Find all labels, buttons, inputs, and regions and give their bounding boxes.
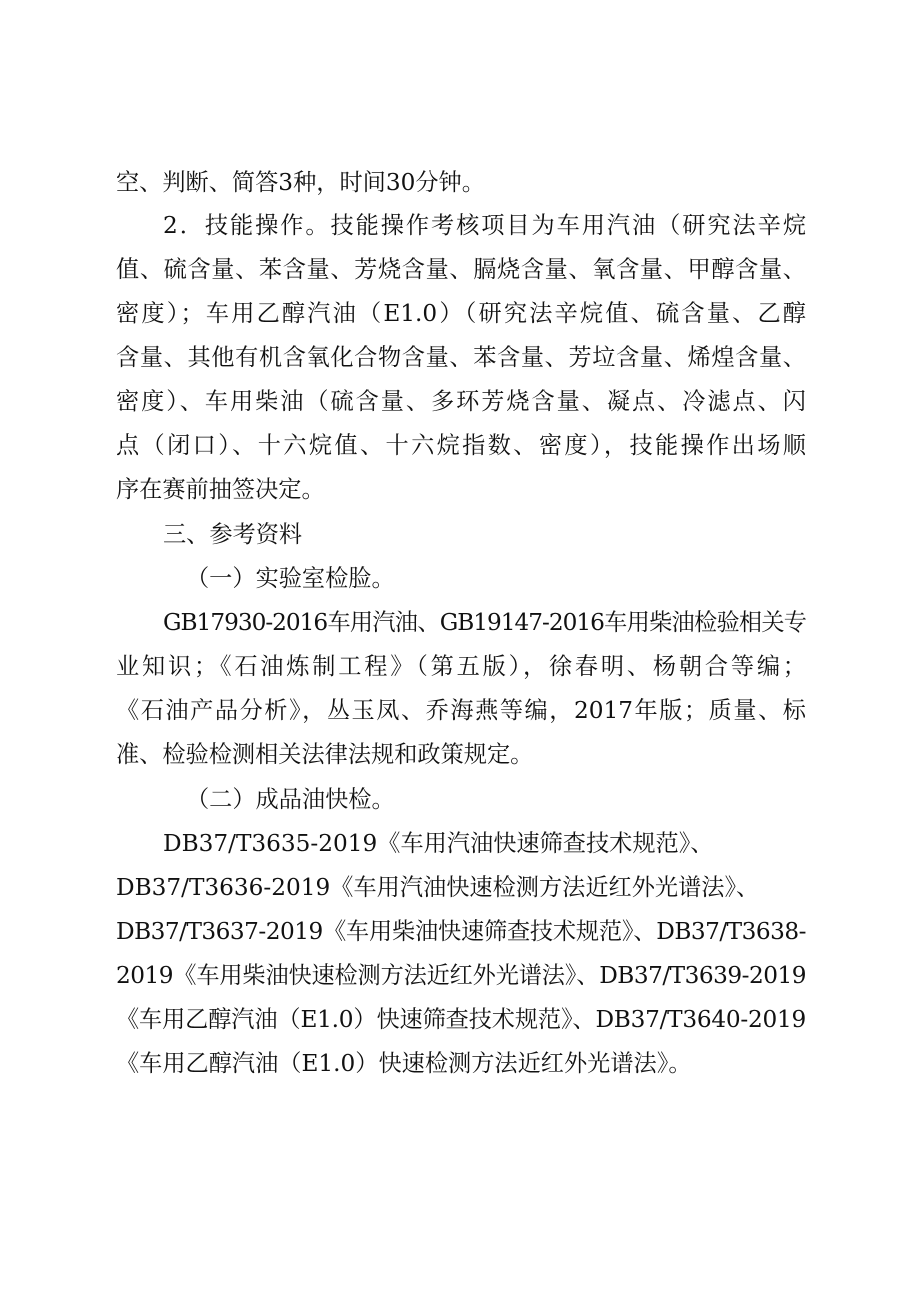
- paragraph-standards-line: 《车用乙醇汽油（E1.0）快速检测方法近红外光谱法》。: [116, 1050, 692, 1077]
- paragraph-skill-operation-line: 密度）、车用柴油（硫含量、多环芳烧含量、凝点、冷滤点、闪: [116, 388, 806, 415]
- paragraph-lab-references-line: GB17930-2016车用汽油、GB19147-2016车用柴油检验相关专: [163, 609, 806, 636]
- paragraph-skill-operation-line: 含量、其他有机含氧化合物含量、苯含量、芳垃含量、烯煌含量、: [116, 344, 806, 371]
- paragraph-lab-references-line: 准、检验检测相关法律法规和政策规定。: [116, 741, 534, 768]
- paragraph-skill-operation-line: 2．技能操作。技能操作考核项目为车用汽油（研究法辛烷: [163, 212, 806, 239]
- paragraph-skill-operation-line: 点（闭口）、十六烷值、十六烷指数、密度），技能操作出场顺: [116, 432, 806, 459]
- paragraph-standards-line: 《车用乙醇汽油（E1.0）快速筛查技术规范》、DB37/T3640-2019: [116, 1006, 806, 1033]
- paragraph-standards-line: DB37/T3637-2019《车用柴油快速筛查技术规范》、DB37/T3638-: [116, 918, 806, 945]
- paragraph-lab-references-line: 《石油产品分析》，丛玉凤、乔海燕等编，2017年版；质量、标: [116, 697, 806, 724]
- paragraph-exam-format-line: 空、判断、简答3种，时间30分钟。: [116, 169, 485, 196]
- paragraph-standards-line: 2019《车用柴油快速检测方法近红外光谱法》、DB37/T3639-2019: [116, 962, 806, 989]
- subsection-heading-fuel-quick-test: （二）成品油快检。: [186, 786, 395, 813]
- paragraph-skill-operation-line: 密度）；车用乙醇汽油（E1.0）（研究法辛烷值、硫含量、乙醇: [116, 300, 806, 327]
- paragraph-skill-operation-line: 序在赛前抽签决定。: [116, 476, 325, 503]
- subsection-heading-lab-inspection: （一）实验室检脸。: [186, 565, 395, 592]
- paragraph-skill-operation-line: 值、硫含量、苯含量、芳烧含量、膈烧含量、氧含量、甲醇含量、: [116, 256, 806, 283]
- paragraph-standards-line: DB37/T3635-2019《车用汽油快速筛查技术规范》、: [163, 830, 714, 857]
- section-heading-references: 三、参考资料: [163, 521, 303, 548]
- paragraph-standards-line: DB37/T3636-2019《车用汽油快速检测方法近红外光谱法》、: [116, 874, 760, 901]
- paragraph-lab-references-line: 业知识；《石油炼制工程》（第五版），徐春明、杨朝合等编；: [116, 653, 806, 680]
